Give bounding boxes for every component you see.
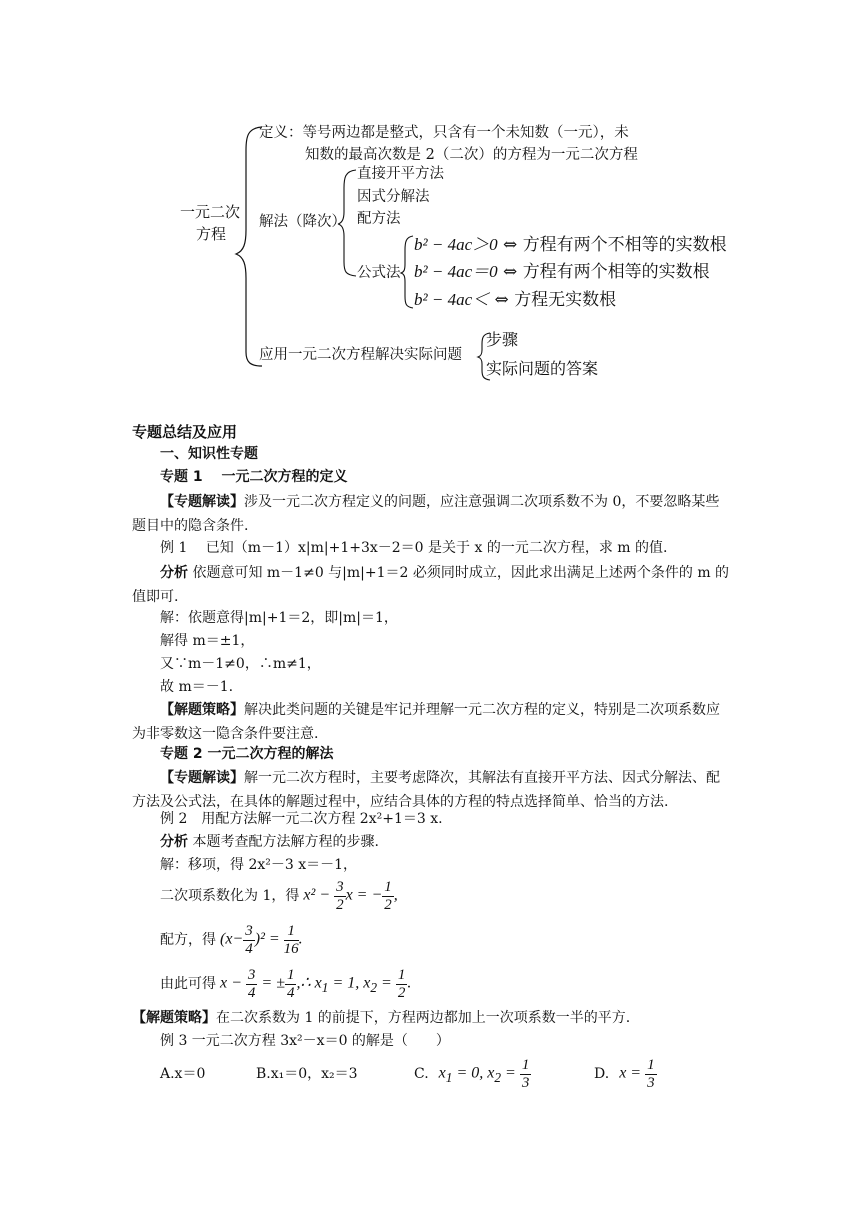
option-a: A.x＝0 <box>160 1066 206 1082</box>
diagram-root-line1: 一元二次 <box>180 203 241 221</box>
option-d <box>594 1052 657 1096</box>
analysis-text: 本题考查配方法解方程的步骤. <box>192 834 379 850</box>
discriminant-case-negative <box>414 290 616 311</box>
step-2-formula: x² − $\frac{3}{2}$ x = − $\frac{1}{2}$ , <box>303 879 398 913</box>
step-4-formula: x − $\frac{3}{4}$ = ± $\frac{1}{4}$ ,∴ $x_1 = 1$, $x_2$ = $\frac{1}{2}$ . <box>220 967 412 1001</box>
discriminant-result: 方程无实数根 <box>514 290 617 310</box>
definition-line1: 定义：等号两边都是整式，只含有一个未知数（一元），未 <box>259 125 629 141</box>
strategy-tag: 【解题策略】 <box>160 702 244 718</box>
example1: 例 1 已知（m－1）x|m|+1+3x－2＝0 是关于 x 的一元二次方程，求 m 的值. <box>160 540 668 556</box>
discriminant-expr: b² − 4ac＝0 <box>414 262 498 281</box>
step-3-formula: (x− $\frac{3}{4}$ )² = $\frac{1}{16}$ . <box>220 923 303 957</box>
topic2-title: 专题 2 一元二次方程的解法 <box>160 746 334 762</box>
definition-line2: 知数的最高次数是 2（二次）的方程为一元二次方程 <box>305 147 638 163</box>
option-d-label: D. <box>594 1065 610 1082</box>
discriminant-result: 方程有两个不相等的实数根 <box>522 235 727 255</box>
reading-tag: 【专题解读】 <box>160 494 244 510</box>
example2: 例 2 用配方法解一元二次方程 2x²+1＝3 x. <box>160 811 443 827</box>
topic1-title: 专题 1 一元二次方程的定义 <box>160 469 348 485</box>
discriminant-expr: b² − 4ac＞0 <box>414 235 498 254</box>
analysis-tag: 分析 <box>160 565 188 581</box>
topic1-strategy <box>132 698 732 746</box>
analysis-text: 依题意可知 m－1≠0 与|m|+1＝2 必须同时成立，因此求出满足上述两个条件的 m 的值即可. <box>132 565 730 605</box>
section-title: 专题总结及应用 <box>132 423 238 441</box>
strategy-tag: 【解题策略】 <box>132 1010 216 1026</box>
step-4 <box>160 964 411 1004</box>
method-factoring: 因式分解法 <box>357 189 430 205</box>
step-3 <box>160 920 303 960</box>
reading-text: 解一元二次方程时，主要考虑降次，其解法有直接开平方法、因式分解法、配方法及公式法，在具体的解题过程中，应结合具体的方程的特点选择简单、恰当的方法. <box>132 770 720 810</box>
topic2-strategy <box>132 1010 630 1026</box>
solution-line-3: 又∵m－1≠0，∴m≠1， <box>160 656 321 672</box>
diagram-braces <box>0 0 860 400</box>
discriminant-expr: b² − 4ac＜ <box>414 290 490 309</box>
option-c-formula: $x_1 = 0$, $x_2$ = $\frac{1}{3}$ <box>438 1057 530 1091</box>
solution-line-2: 解得 m＝±1， <box>160 633 255 649</box>
step-4-label: 由此可得 <box>160 975 216 992</box>
example3-question: 例 3 一元二次方程 3x²－x＝0 的解是（ ） <box>160 1033 450 1049</box>
topic2-reading <box>132 766 732 814</box>
part1-title: 一、知识性专题 <box>160 446 258 462</box>
step-2 <box>160 876 398 916</box>
strategy-text: 解决此类问题的关键是牢记并理解一元二次方程的定义，特别是二次项系数应为非零数这一隐含条件要注意. <box>132 702 720 742</box>
method-completing-square: 配方法 <box>357 211 401 227</box>
option-d-formula: x = $\frac{1}{3}$ <box>619 1057 655 1091</box>
strategy-text: 在二次系数为 1 的前提下，方程两边都加上一次项系数一半的平方. <box>216 1010 631 1026</box>
application-label: 应用一元二次方程解决实际问题 <box>259 347 462 363</box>
topic1-analysis <box>132 561 732 609</box>
application-item-answer: 实际问题的答案 <box>486 359 599 378</box>
analysis-tag: 分析 <box>160 834 188 850</box>
reading-text: 涉及一元二次方程定义的问题，应注意强调二次项系数不为 0，不要忽略某些题目中的隐含条件. <box>132 494 720 534</box>
solution-line-4: 故 m＝－1. <box>160 679 234 695</box>
discriminant-result: 方程有两个相等的实数根 <box>522 262 710 282</box>
equiv-symbol: ⇔ <box>503 262 518 282</box>
step-2-label: 二次项系数化为 1，得 <box>160 887 300 904</box>
solution-line-1: 解：依题意得|m|+1＝2，即|m|＝1， <box>160 610 398 626</box>
application-item-steps: 步骤 <box>486 330 519 349</box>
method-direct: 直接开平方法 <box>357 166 444 182</box>
step-1: 解：移项，得 2x²－3 x＝－1， <box>160 857 358 873</box>
equiv-symbol: ⇔ <box>503 235 518 255</box>
topic1-reading <box>132 490 732 538</box>
diagram-root-line2: 方程 <box>196 225 227 243</box>
option-b: B.x₁＝0，x₂＝3 <box>256 1066 358 1082</box>
reading-tag: 【专题解读】 <box>160 770 244 786</box>
equiv-symbol: ⇔ <box>494 290 509 310</box>
option-c <box>414 1052 531 1096</box>
solutions-label: 解法（降次） <box>259 214 346 230</box>
discriminant-case-positive <box>414 235 727 256</box>
discriminant-case-zero <box>414 262 710 283</box>
option-c-label: C. <box>414 1065 429 1082</box>
step-3-label: 配方，得 <box>160 931 216 948</box>
topic2-analysis <box>160 834 379 850</box>
formula-label: 公式法 <box>357 265 401 281</box>
